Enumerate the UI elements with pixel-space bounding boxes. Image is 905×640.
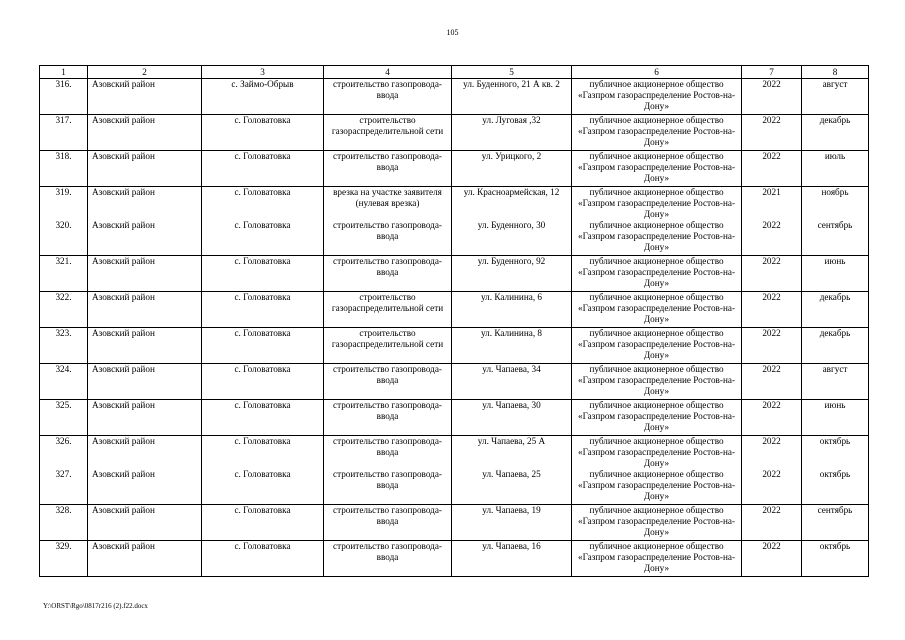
address-cell: ул. Луговая ,32 bbox=[452, 115, 572, 151]
address-cell: ул. Калинина, 6 bbox=[452, 292, 572, 328]
address-cell: ул. Чапаева, 19 bbox=[452, 505, 572, 541]
month-cell: декабрь bbox=[802, 292, 869, 328]
page-number: 105 bbox=[446, 28, 459, 37]
row-number-cell: 320. bbox=[40, 220, 88, 256]
organization-cell: публичное акционерное общество «Газпром газораспределение Ростов-на-Дону» bbox=[572, 292, 742, 328]
row-number-cell: 323. bbox=[40, 328, 88, 364]
address-cell: ул. Урицкого, 2 bbox=[452, 151, 572, 187]
year-cell: 2022 bbox=[742, 115, 802, 151]
locality-cell: с. Головатовка bbox=[202, 328, 324, 364]
month-cell: август bbox=[802, 79, 869, 115]
address-cell: ул. Калинина, 8 bbox=[452, 328, 572, 364]
work-type-cell: строительство газопровода-ввода bbox=[324, 79, 452, 115]
district-cell: Азовский район bbox=[88, 469, 202, 505]
row-number-cell: 321. bbox=[40, 256, 88, 292]
row-number-cell: 329. bbox=[40, 541, 88, 577]
work-type-cell: строительство газопровода-ввода bbox=[324, 436, 452, 470]
address-cell: ул. Чапаева, 25 bbox=[452, 469, 572, 505]
month-cell: октябрь bbox=[802, 469, 869, 505]
row-number-cell: 317. bbox=[40, 115, 88, 151]
address-cell: ул. Чапаева, 16 bbox=[452, 541, 572, 577]
work-type-cell: строительство газораспределительной сети bbox=[324, 115, 452, 151]
address-cell: ул. Чапаева, 34 bbox=[452, 364, 572, 400]
district-cell: Азовский район bbox=[88, 115, 202, 151]
year-cell: 2021 bbox=[742, 187, 802, 221]
organization-cell: публичное акционерное общество «Газпром газораспределение Ростов-на-Дону» bbox=[572, 541, 742, 577]
work-type-cell: строительство газопровода-ввода bbox=[324, 469, 452, 505]
col-header: 7 bbox=[742, 66, 802, 79]
table-row bbox=[40, 469, 869, 505]
col-header: 1 bbox=[40, 66, 88, 79]
month-cell: октябрь bbox=[802, 436, 869, 470]
table-row bbox=[40, 364, 869, 400]
work-type-cell: строительство газораспределительной сети bbox=[324, 292, 452, 328]
address-cell: ул. Чапаева, 25 А bbox=[452, 436, 572, 470]
year-cell: 2022 bbox=[742, 364, 802, 400]
locality-cell: с. Головатовка bbox=[202, 505, 324, 541]
work-type-cell: строительство газораспределительной сети bbox=[324, 328, 452, 364]
row-number-cell: 327. bbox=[40, 469, 88, 505]
col-header: 5 bbox=[452, 66, 572, 79]
table-row bbox=[40, 79, 869, 115]
year-cell: 2022 bbox=[742, 151, 802, 187]
organization-cell: публичное акционерное общество «Газпром газораспределение Ростов-на-Дону» bbox=[572, 115, 742, 151]
district-cell: Азовский район bbox=[88, 400, 202, 436]
address-cell: ул. Чапаева, 30 bbox=[452, 400, 572, 436]
col-header: 6 bbox=[572, 66, 742, 79]
organization-cell: публичное акционерное общество «Газпром газораспределение Ростов-на-Дону» bbox=[572, 79, 742, 115]
table-row bbox=[40, 256, 869, 292]
row-number-cell: 319. bbox=[40, 187, 88, 221]
month-cell: август bbox=[802, 364, 869, 400]
organization-cell: публичное акционерное общество «Газпром газораспределение Ростов-на-Дону» bbox=[572, 187, 742, 221]
row-number-cell: 326. bbox=[40, 436, 88, 470]
gas-works-table bbox=[39, 65, 869, 577]
col-header: 4 bbox=[324, 66, 452, 79]
row-number-cell: 328. bbox=[40, 505, 88, 541]
address-cell: ул. Буденного, 30 bbox=[452, 220, 572, 256]
locality-cell: с. Займо-Обрыв bbox=[202, 79, 324, 115]
row-number-cell: 316. bbox=[40, 79, 88, 115]
row-number-cell: 318. bbox=[40, 151, 88, 187]
year-cell: 2022 bbox=[742, 436, 802, 470]
district-cell: Азовский район bbox=[88, 328, 202, 364]
district-cell: Азовский район bbox=[88, 364, 202, 400]
col-header: 8 bbox=[802, 66, 869, 79]
locality-cell: с. Головатовка bbox=[202, 469, 324, 505]
locality-cell: с. Головатовка bbox=[202, 364, 324, 400]
locality-cell: с. Головатовка bbox=[202, 292, 324, 328]
year-cell: 2022 bbox=[742, 541, 802, 577]
district-cell: Азовский район bbox=[88, 79, 202, 115]
work-type-cell: строительство газопровода-ввода bbox=[324, 151, 452, 187]
district-cell: Азовский район bbox=[88, 292, 202, 328]
district-cell: Азовский район bbox=[88, 256, 202, 292]
year-cell: 2022 bbox=[742, 220, 802, 256]
year-cell: 2022 bbox=[742, 292, 802, 328]
year-cell: 2022 bbox=[742, 400, 802, 436]
row-number-cell: 325. bbox=[40, 400, 88, 436]
col-header: 3 bbox=[202, 66, 324, 79]
district-cell: Азовский район bbox=[88, 505, 202, 541]
organization-cell: публичное акционерное общество «Газпром газораспределение Ростов-на-Дону» bbox=[572, 505, 742, 541]
year-cell: 2022 bbox=[742, 469, 802, 505]
month-cell: июнь bbox=[802, 256, 869, 292]
organization-cell: публичное акционерное общество «Газпром газораспределение Ростов-на-Дону» bbox=[572, 364, 742, 400]
footer-file-path: Y:\ORST\Rgo\0817r216 (2).f22.docx bbox=[43, 602, 148, 610]
table-row bbox=[40, 436, 869, 470]
table-row bbox=[40, 115, 869, 151]
district-cell: Азовский район bbox=[88, 187, 202, 221]
address-cell: ул. Буденного, 21 А кв. 2 bbox=[452, 79, 572, 115]
locality-cell: с. Головатовка bbox=[202, 151, 324, 187]
locality-cell: с. Головатовка bbox=[202, 187, 324, 221]
year-cell: 2022 bbox=[742, 79, 802, 115]
work-type-cell: строительство газопровода-ввода bbox=[324, 505, 452, 541]
table-row bbox=[40, 292, 869, 328]
month-cell: октябрь bbox=[802, 541, 869, 577]
locality-cell: с. Головатовка bbox=[202, 256, 324, 292]
month-cell: декабрь bbox=[802, 115, 869, 151]
district-cell: Азовский район bbox=[88, 541, 202, 577]
month-cell: июнь bbox=[802, 400, 869, 436]
month-cell: сентябрь bbox=[802, 505, 869, 541]
month-cell: сентябрь bbox=[802, 220, 869, 256]
month-cell: ноябрь bbox=[802, 187, 869, 221]
organization-cell: публичное акционерное общество «Газпром газораспределение Ростов-на-Дону» bbox=[572, 400, 742, 436]
month-cell: декабрь bbox=[802, 328, 869, 364]
locality-cell: с. Головатовка bbox=[202, 400, 324, 436]
table-row bbox=[40, 400, 869, 436]
work-type-cell: строительство газопровода-ввода bbox=[324, 220, 452, 256]
month-cell: июль bbox=[802, 151, 869, 187]
locality-cell: с. Головатовка bbox=[202, 220, 324, 256]
table-row bbox=[40, 151, 869, 187]
year-cell: 2022 bbox=[742, 505, 802, 541]
work-type-cell: строительство газопровода-ввода bbox=[324, 400, 452, 436]
work-type-cell: строительство газопровода-ввода bbox=[324, 256, 452, 292]
organization-cell: публичное акционерное общество «Газпром газораспределение Ростов-на-Дону» bbox=[572, 220, 742, 256]
district-cell: Азовский район bbox=[88, 436, 202, 470]
district-cell: Азовский район bbox=[88, 220, 202, 256]
row-number-cell: 324. bbox=[40, 364, 88, 400]
year-cell: 2022 bbox=[742, 256, 802, 292]
locality-cell: с. Головатовка bbox=[202, 541, 324, 577]
col-header: 2 bbox=[88, 66, 202, 79]
table-row bbox=[40, 328, 869, 364]
organization-cell: публичное акционерное общество «Газпром газораспределение Ростов-на-Дону» bbox=[572, 469, 742, 505]
table-row bbox=[40, 187, 869, 221]
organization-cell: публичное акционерное общество «Газпром газораспределение Ростов-на-Дону» bbox=[572, 256, 742, 292]
header-row bbox=[40, 66, 869, 79]
locality-cell: с. Головатовка bbox=[202, 436, 324, 470]
locality-cell: с. Головатовка bbox=[202, 115, 324, 151]
organization-cell: публичное акционерное общество «Газпром газораспределение Ростов-на-Дону» bbox=[572, 151, 742, 187]
address-cell: ул. Красноармейская, 12 bbox=[452, 187, 572, 221]
organization-cell: публичное акционерное общество «Газпром газораспределение Ростов-на-Дону» bbox=[572, 328, 742, 364]
address-cell: ул. Буденного, 92 bbox=[452, 256, 572, 292]
work-type-cell: строительство газопровода-ввода bbox=[324, 541, 452, 577]
organization-cell: публичное акционерное общество «Газпром газораспределение Ростов-на-Дону» bbox=[572, 436, 742, 470]
table-row bbox=[40, 541, 869, 577]
year-cell: 2022 bbox=[742, 328, 802, 364]
table-row bbox=[40, 505, 869, 541]
work-type-cell: строительство газопровода-ввода bbox=[324, 364, 452, 400]
row-number-cell: 322. bbox=[40, 292, 88, 328]
table-row bbox=[40, 220, 869, 256]
work-type-cell: врезка на участке заявителя (нулевая врезка) bbox=[324, 187, 452, 221]
district-cell: Азовский район bbox=[88, 151, 202, 187]
